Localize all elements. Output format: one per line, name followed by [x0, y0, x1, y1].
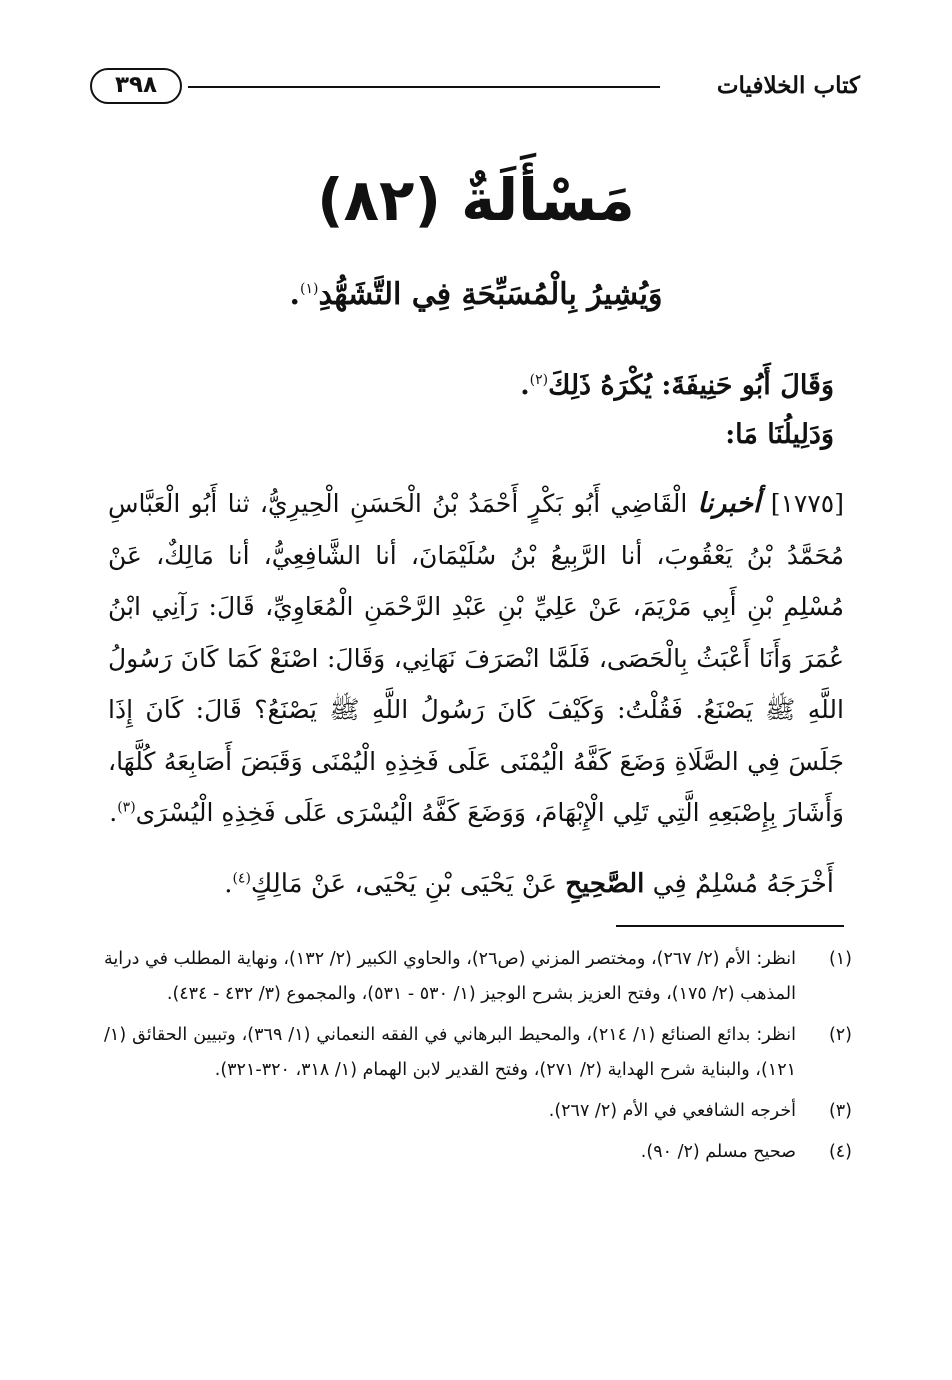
- evidence-line: وَدَلِيلُنَا مَا:: [725, 419, 834, 450]
- takhrij-book: الصَّحِيحِ: [565, 869, 645, 899]
- footnote-number: (١): [828, 949, 852, 969]
- issue-title: مَسْأَلَةٌ (٨٢): [317, 166, 635, 234]
- book-title: كتاب الخلافيات: [716, 72, 860, 99]
- page-header: [90, 68, 860, 108]
- hadith-number: [١٧٧٥]: [770, 489, 844, 518]
- abu-hanifa-end: .: [520, 370, 530, 401]
- footnote-separator: [616, 925, 844, 927]
- footnote-ref-2[interactable]: (٢): [529, 372, 549, 388]
- footnote-ref-4[interactable]: (٤): [232, 870, 251, 887]
- footnote-3: [104, 1094, 852, 1129]
- footnote-1: [104, 942, 852, 1012]
- page-number: ٣٩٨: [90, 68, 182, 104]
- abu-hanifa-text: وَقَالَ أَبُو حَنِيفَةَ: يُكْرَهُ ذَلِكَ: [548, 370, 834, 401]
- issue-subtitle-end: .: [289, 277, 300, 312]
- hadith-end: .: [109, 798, 118, 827]
- takhrij-end: .: [224, 869, 233, 899]
- footnote-ref-3[interactable]: (٣): [117, 799, 136, 816]
- footnote-ref-1[interactable]: (١): [299, 281, 319, 297]
- footnote-text: صحيح مسلم (٢/ ٩٠).: [640, 1142, 796, 1162]
- takhrij-line: [114, 862, 834, 906]
- footnote-text: انظر: الأم (٢/ ٢٦٧)، ومختصر المزني (ص٢٦)، والحاوي الكبير (٢/ ١٣٢)، ونهاية المطلب في دراية المذهب (٢/ ١٧٥)، وفتح العزيز بشرح الوجيز (١/ ٥٣٠ - ٥٣١)، والمجموع (٣/ ٤٣٢ - ٤٣٤).: [104, 949, 796, 1004]
- abu-hanifa-line: [114, 364, 834, 408]
- hadith-text: الْقَاضِي أَبُو بَكْرٍ أَحْمَدُ بْنُ الْحَسَنِ الْحِيرِيُّ، ثنا أَبُو الْعَبَّاسِ مُحَمَّدُ بْنُ يَعْقُوبَ، أنا الرَّبِيعُ بْنُ سُلَيْمَانَ، أنا الشَّافِعِيُّ، أنا مَالِكٌ، عَنْ مُسْلِمِ بْنِ أَبِي مَرْيَمَ، عَنْ عَلِيِّ بْنِ عَبْدِ الرَّحْمَنِ الْمُعَاوِيِّ، قَالَ: رَآنِي ابْنُ عُمَرَ وَأَنَا أَعْبَثُ بِالْحَصَى، فَلَمَّا انْصَرَفَ نَهَانِي، وَقَالَ: اصْنَعْ كَمَا كَانَ رَسُولُ اللَّهِ ﷺ يَصْنَعُ. فَقُلْتُ: وَكَيْفَ كَانَ رَسُولُ اللَّهِ ﷺ يَصْنَعُ؟ قَالَ: كَانَ إِذَا جَلَسَ فِي الصَّلَاةِ وَضَعَ كَفَّهُ الْيُمْنَى عَلَى فَخِذِهِ الْيُمْنَى وَقَبَضَ أَصَابِعَهُ كُلَّهَا، وَأَشَارَ بِإِصْبَعِهِ الَّتِي تَلِي الْإِبْهَامَ، وَوَضَعَ كَفَّهُ الْيُسْرَى عَلَى فَخِذِهِ الْيُسْرَى: [108, 489, 844, 827]
- footnote-4: [104, 1135, 852, 1170]
- header-rule: [188, 86, 660, 88]
- issue-subtitle: [100, 272, 852, 318]
- footnote-number: (٤): [828, 1142, 852, 1162]
- hadith-paragraph: [108, 478, 844, 839]
- footnote-text: انظر: بدائع الصنائع (١/ ٢١٤)، والمحيط البرهاني في الفقه النعماني (١/ ٣٦٩)، وتبيين الحقائق (١/ ١٢١)، والبناية شرح الهداية (٢/ ٢٧١)، وفتح القدير لابن الهمام (١/ ٣١٨، ٣٢٠-٣٢١).: [104, 1025, 796, 1080]
- akhbarana-word: أخبرنا: [697, 488, 761, 519]
- takhrij-suffix: عَنْ يَحْيَى بْنِ يَحْيَى، عَنْ مَالِكٍ: [250, 869, 558, 899]
- issue-subtitle-text: وَيُشِيرُ بِالْمُسَبِّحَةِ فِي التَّشَهُّدِ: [318, 277, 663, 312]
- takhrij-prefix: أَخْرَجَهُ مُسْلِمٌ فِي: [652, 869, 834, 899]
- footnote-number: (٣): [828, 1101, 852, 1121]
- footnotes: [104, 942, 852, 1176]
- footnote-number: (٢): [828, 1025, 852, 1045]
- footnote-2: [104, 1018, 852, 1088]
- footnote-text: أخرجه الشافعي في الأم (٢/ ٢٦٧).: [548, 1101, 796, 1121]
